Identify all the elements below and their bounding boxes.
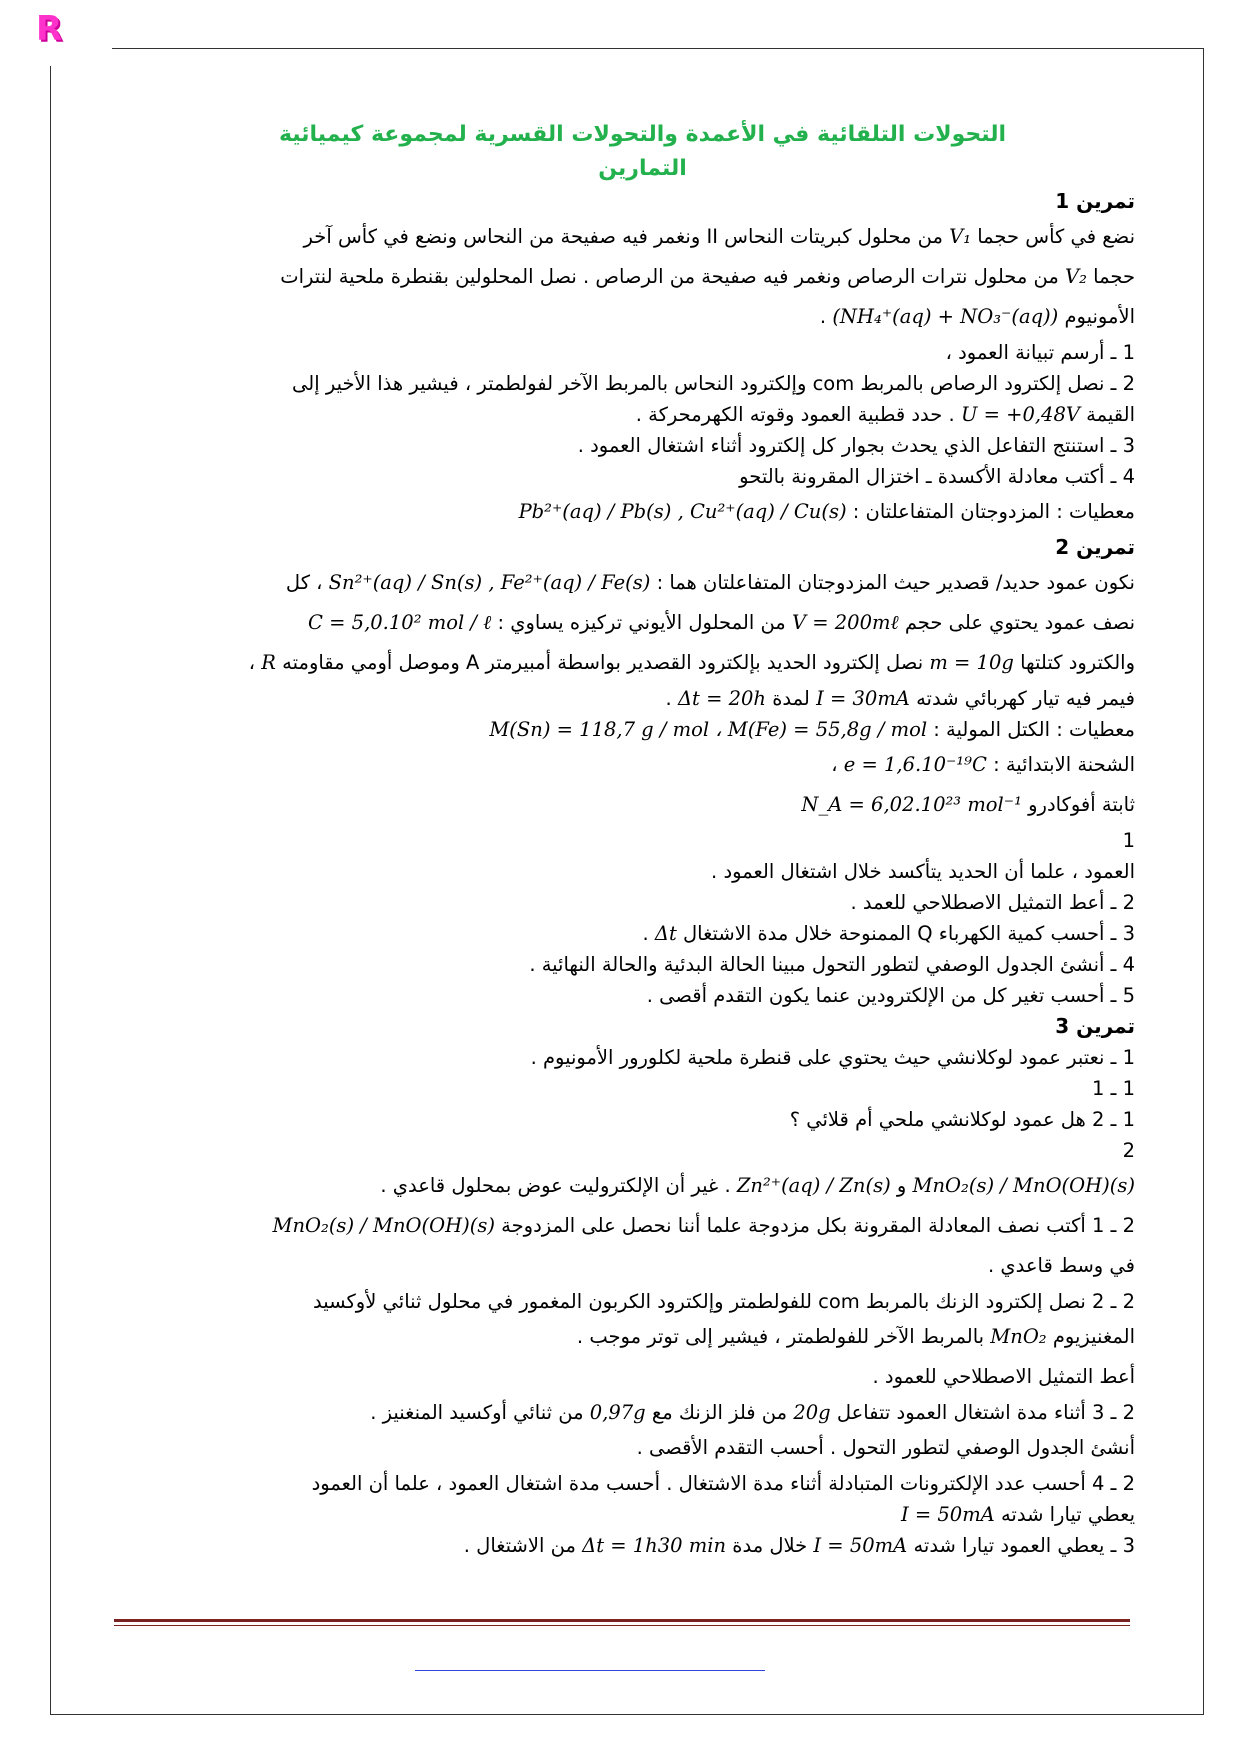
ex2-line-4: فيمر فيه تيار كهربائي شدته I = 30mA لمدة Δt = 20h . <box>665 687 1135 710</box>
ex2-number-1: 1 <box>1122 829 1135 852</box>
ex2-question-4: 4 ـ أنشئ الجدول الوصفي لتطور التحول مبينا الحالة البدئية والحالة النهائية . <box>529 953 1135 976</box>
ex1-question-4: 4 ـ أكتب معادلة الأكسدة ـ اختزال المقرونة بالتحو <box>739 465 1135 488</box>
document-body <box>150 118 1135 1561</box>
ex3-question-2-4-cont: يعطي تيارا شدته I = 50mA <box>900 1503 1135 1526</box>
ex2-question-5: 5 ـ أحسب تغير كل من الإلكترودين عنما يكون التقدم أقصى . <box>646 984 1135 1007</box>
page-title: التحولات التلقائية في الأعمدة والتحولات القسرية لمجموعة كيميائية <box>278 122 1007 147</box>
footer-link-underline <box>415 1670 765 1671</box>
ex3-question-2-2: 2 ـ 2 نصل إلكترود الزنك بالمربط com للفولطمتر وإلكترود الكربون المغمور في محلول ثنائي لأوكسيد <box>312 1290 1135 1313</box>
ex1-question-3: 3 ـ استنتج التفاعل الذي يحدث بجوار كل إلكترود أثناء اشتغال العمود . <box>577 434 1135 457</box>
ex3-couples: MnO₂(s) / MnO(OH)(s) و Zn²⁺(aq) / Zn(s) . غير أن الإلكتروليت عوض بمحلول قاعدي . <box>380 1174 1135 1197</box>
ex1-line-3: الأمونيوم (NH₄⁺(aq) + NO₃⁻(aq)) . <box>819 305 1135 328</box>
exercise-2-heading: تمرين 2 <box>1055 535 1135 559</box>
frame-bottom-border <box>50 1714 1204 1715</box>
frame-right-border <box>1203 48 1204 1714</box>
ex2-line-1: نكون عمود حديد/ قصدير حيث المزدوجتان المتفاعلتان هما : Sn²⁺(aq) / Sn(s) , Fe²⁺(aq) / Fe(s) ، كل <box>285 571 1135 594</box>
logo: R <box>36 9 63 49</box>
ex1-question-2: 2 ـ نصل إلكترود الرصاص بالمربط com وإلكترود النحاس بالمربط الآخر لفولطمتر ، فيشير هذا الأخير إلى <box>292 372 1135 395</box>
ex2-line-2: نصف عمود يحتوي على حجم V = 200mℓ من المحلول الأيوني تركيزه يساوي : C = 5,0.10² mol / ℓ <box>308 611 1135 634</box>
ex2-question-3: 3 ـ أحسب كمية الكهرباء Q الممنوحة خلال مدة الاشتغال Δt . <box>642 922 1135 945</box>
ex1-question-2-cont: القيمة U = +0,48V . حدد قطبية العمود وقوته الكهرمحركة . <box>635 403 1135 426</box>
ex3-question-1-2: 1 ـ 2 هل عمود لوكلانشي ملحي أم قلائي ؟ <box>789 1108 1135 1131</box>
ex1-question-1: 1 ـ أرسم تبيانة العمود ، <box>945 341 1135 364</box>
exercise-1-heading: تمرين 1 <box>1055 189 1135 213</box>
ex3-question-2-2-cont: المغنيزيوم MnO₂ بالمربط الآخر للفولطمتر ، فيشير إلى توتر موجب . <box>576 1325 1135 1348</box>
ex3-number-2: 2 <box>1122 1139 1135 1162</box>
ex3-question-1: 1 ـ نعتبر عمود لوكلانشي حيث يحتوي على قنطرة ملحية لكلورور الأمونيوم . <box>530 1046 1135 1069</box>
exercise-3-heading: تمرين 3 <box>1055 1014 1135 1038</box>
page-subtitle: التمارين <box>598 156 687 181</box>
ex1-given: معطيات : المزدوجتان المتفاعلتان : Pb²⁺(aq) / Pb(s) , Cu²⁺(aq) / Cu(s) <box>518 500 1135 523</box>
frame-left-border <box>50 66 51 1714</box>
ex2-question-2: 2 ـ أعط التمثيل الاصطلاحي للعمد . <box>850 891 1135 914</box>
ex2-avogadro: ثابتة أفوكادرو N_A = 6,02.10²³ mol⁻¹ <box>801 793 1135 816</box>
ex2-line-3: والكترود كتلتها m = 10g نصل إلكترود الحديد بإلكترود القصدير بواسطة أمبيرمتر A وموصل أومي مقاومته R ، <box>248 651 1135 674</box>
ex3-question-2-2-rep: أعط التمثيل الاصطلاحي للعمود . <box>872 1365 1135 1388</box>
top-rule <box>112 48 1204 49</box>
ex3-question-2-1: 2 ـ 1 أكتب نصف المعادلة المقرونة بكل مزدوجة علما أننا نحصل على المزدوجة MnO₂(s) / MnO(OH)(s) <box>272 1214 1135 1237</box>
ex3-question-2-3-cont: أنشئ الجدول الوصفي لتطور التحول . أحسب التقدم الأقصى . <box>636 1436 1135 1459</box>
ex3-question-3: 3 ـ يعطي العمود تيارا شدته I = 50mA خلال مدة Δt = 1h30 min من الاشتغال . <box>463 1534 1135 1557</box>
ex2-elementary-charge: الشحنة الابتدائية : e = 1,6.10⁻¹⁹C ، <box>831 753 1135 776</box>
ex3-question-2-3: 2 ـ 3 أثناء مدة اشتغال العمود تتفاعل 20g من فلز الزنك مع 0,97g من ثنائي أوكسيد المنغنيز . <box>370 1401 1135 1424</box>
ex3-question-1-1: 1 ـ 1 <box>1092 1077 1135 1100</box>
ex3-question-2-1-cont: في وسط قاعدي . <box>987 1254 1135 1277</box>
ex1-line-1: نضع في كأس حجما V₁ من محلول كبريتات النحاس II ونغمر فيه صفيحة من النحاس ونضع في كأس آخر <box>303 225 1135 248</box>
ex1-line-2: حجما V₂ من محلول نترات الرصاص ونغمر فيه صفيحة من الرصاص . نصل المحلولين بقنطرة ملحية لنترات <box>280 265 1135 288</box>
ex3-question-2-4: 2 ـ 4 أحسب عدد الإلكترونات المتبادلة أثناء مدة الاشتغال . أحسب مدة اشتغال العمود ، علما أن العمود <box>311 1472 1135 1495</box>
ex2-question-1: العمود ، علما أن الحديد يتأكسد خلال اشتغال العمود . <box>711 860 1135 883</box>
footer-rule <box>114 1619 1130 1626</box>
ex2-molar-masses: معطيات : الكتل المولية : M(Sn) = 118,7 g / mol ، M(Fe) = 55,8g / mol <box>489 718 1135 741</box>
